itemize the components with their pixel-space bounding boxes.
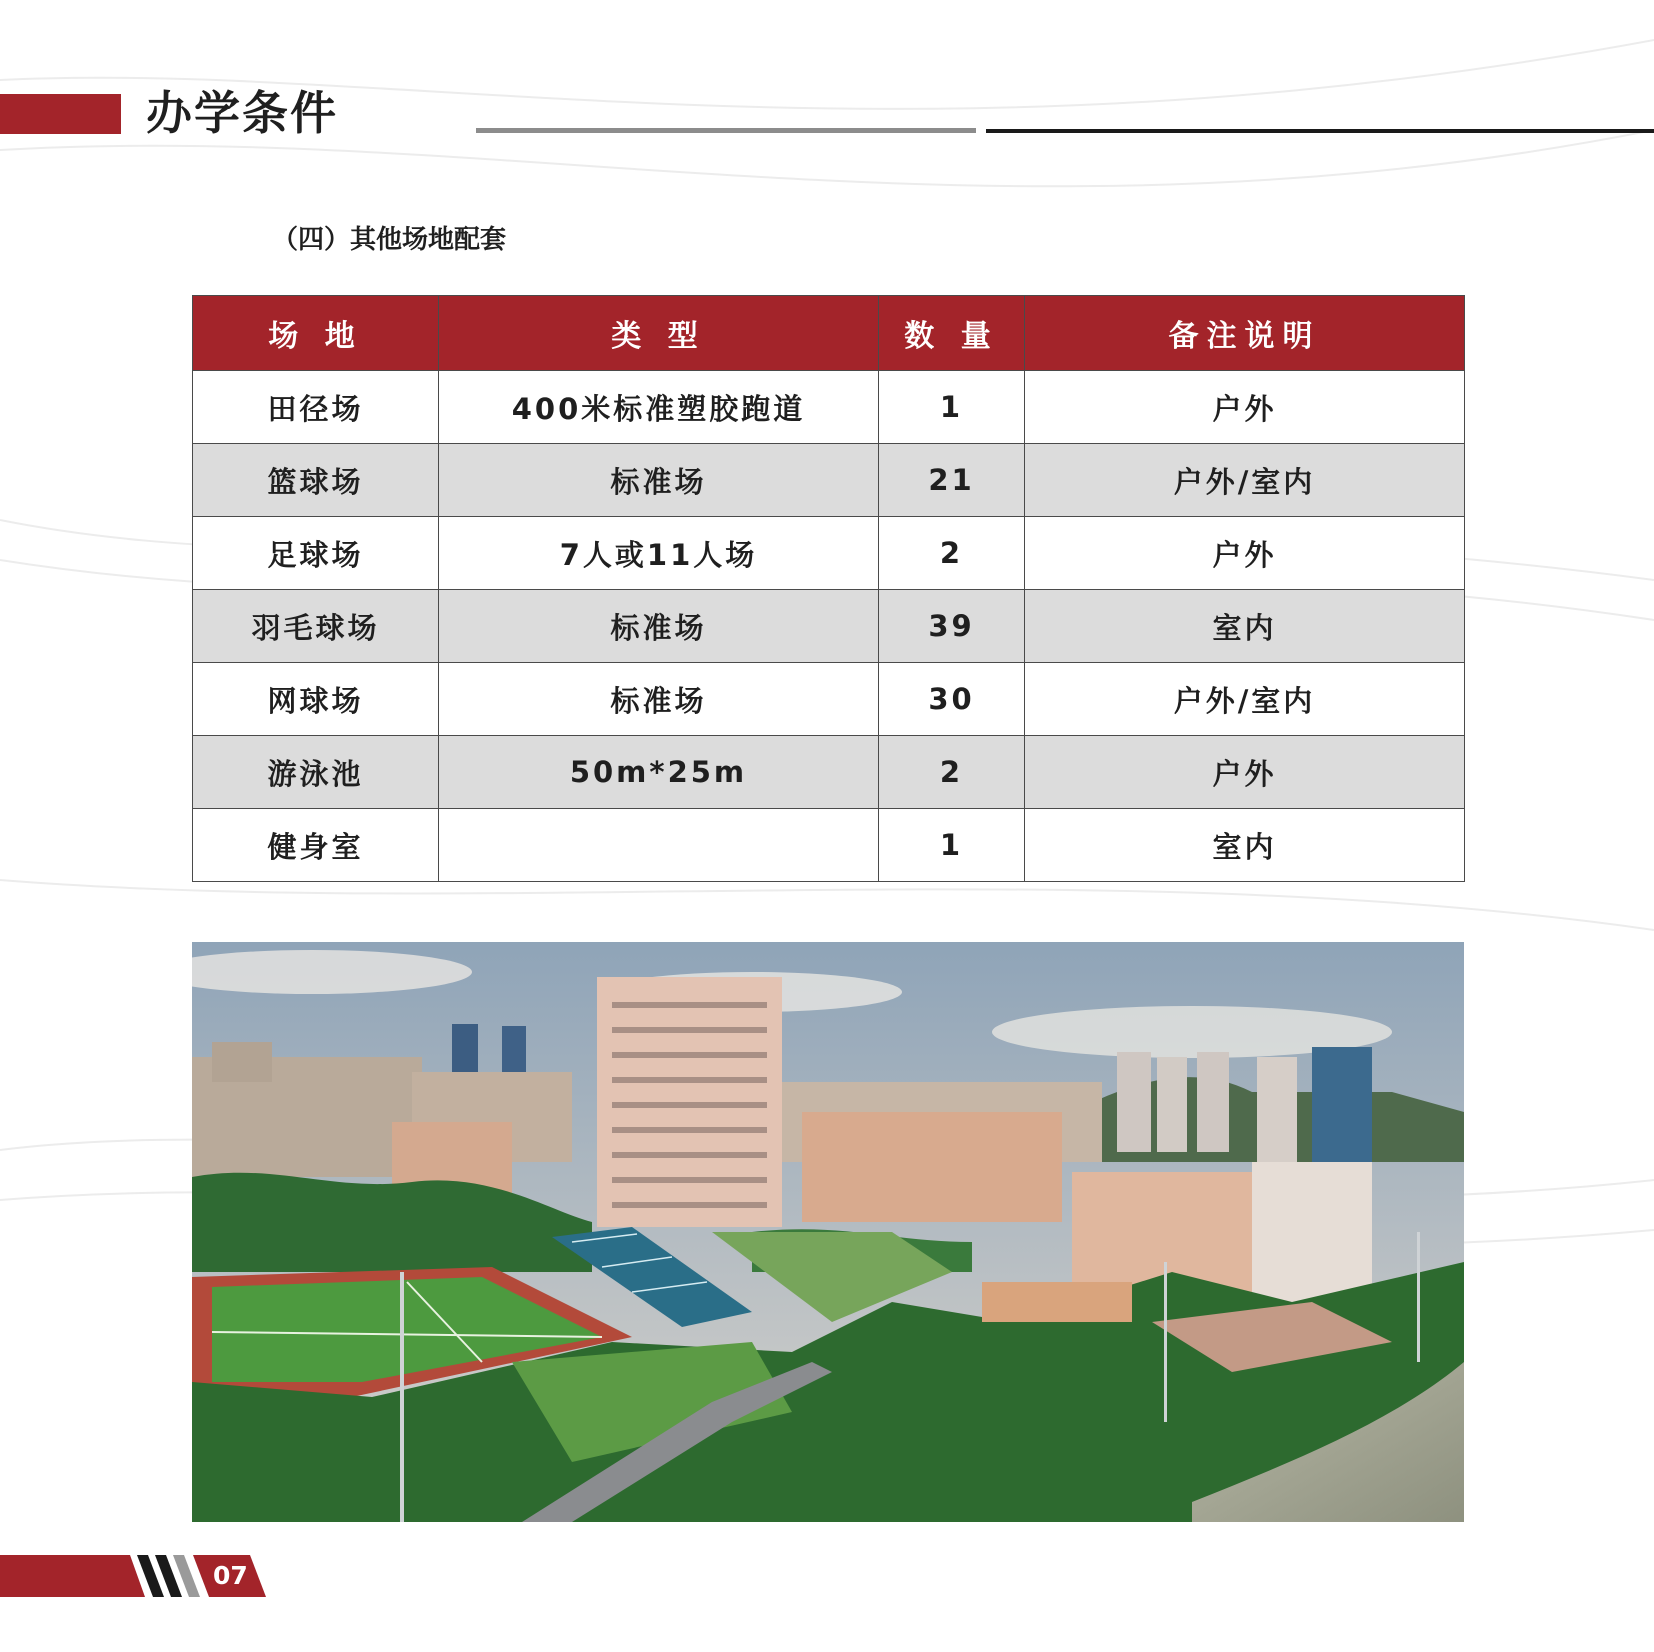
facilities-table [192, 295, 1465, 882]
section-subtitle: （四）其他场地配套 [272, 225, 507, 255]
cell-notes: 室内 [1025, 809, 1465, 882]
cell-quantity: 30 [879, 663, 1025, 736]
cell-type: 标准场 [439, 663, 879, 736]
table-row [193, 517, 1465, 590]
campus-aerial-photo [192, 942, 1464, 1522]
cell-venue: 网球场 [193, 663, 439, 736]
table-row [193, 590, 1465, 663]
page-number: 07 [213, 1561, 248, 1590]
cell-type: 50m*25m [439, 736, 879, 809]
table-row [193, 444, 1465, 517]
cell-venue: 健身室 [193, 809, 439, 882]
cell-quantity: 2 [879, 517, 1025, 590]
cell-type: 400米标准塑胶跑道 [439, 371, 879, 444]
cell-venue: 田径场 [193, 371, 439, 444]
cell-quantity: 39 [879, 590, 1025, 663]
table-row [193, 809, 1465, 882]
cell-notes: 室内 [1025, 590, 1465, 663]
cell-notes: 户外 [1025, 517, 1465, 590]
cell-venue: 篮球场 [193, 444, 439, 517]
table-row [193, 371, 1465, 444]
page-title: 办学条件 [146, 86, 338, 140]
column-header-quantity: 数 量 [879, 296, 1025, 371]
cell-notes: 户外/室内 [1025, 663, 1465, 736]
cell-notes: 户外 [1025, 736, 1465, 809]
footer-accent-bar [0, 1555, 145, 1597]
cell-quantity: 21 [879, 444, 1025, 517]
cell-type: 7人或11人场 [439, 517, 879, 590]
table-row [193, 663, 1465, 736]
cell-venue: 羽毛球场 [193, 590, 439, 663]
cell-type [439, 809, 879, 882]
cell-venue: 游泳池 [193, 736, 439, 809]
column-header-venue: 场 地 [193, 296, 439, 371]
cell-notes: 户外/室内 [1025, 444, 1465, 517]
table-header-row [193, 296, 1465, 371]
cell-quantity: 1 [879, 809, 1025, 882]
table-row [193, 736, 1465, 809]
cell-quantity: 2 [879, 736, 1025, 809]
cell-type: 标准场 [439, 444, 879, 517]
cell-type: 标准场 [439, 590, 879, 663]
cell-venue: 足球场 [193, 517, 439, 590]
header-divider-gray [476, 128, 976, 133]
campus-photo-illustration [192, 942, 1464, 1522]
header-divider-black [986, 129, 1654, 133]
column-header-type: 类 型 [439, 296, 879, 371]
column-header-notes: 备注说明 [1025, 296, 1465, 371]
cell-quantity: 1 [879, 371, 1025, 444]
header-accent-bar [0, 94, 121, 134]
cell-notes: 户外 [1025, 371, 1465, 444]
